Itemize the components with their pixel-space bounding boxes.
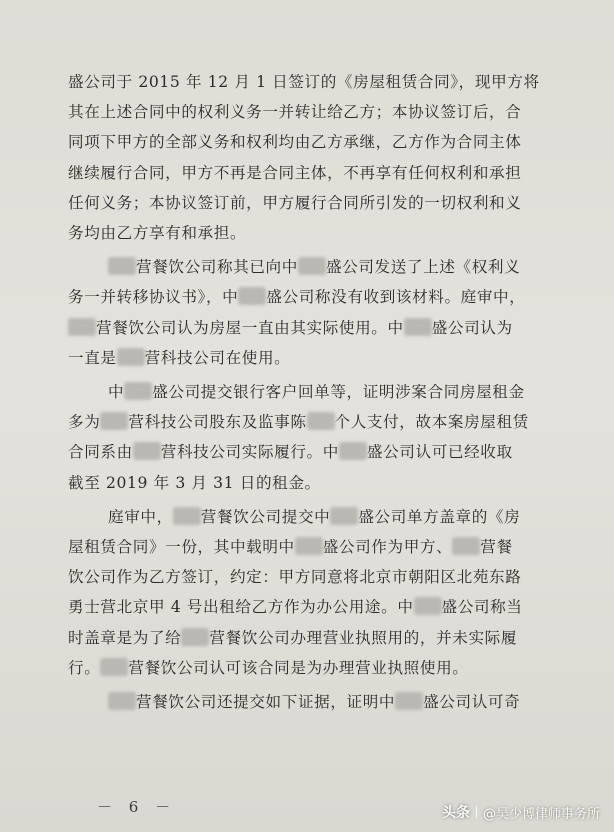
text-line	[68, 313, 588, 343]
text-segment: 营餐饮公司还提交如下证据，证明中	[136, 693, 396, 712]
redaction-mark	[133, 442, 161, 460]
text-segment: 盛公司发送了上述《权利义	[325, 258, 521, 277]
text-segment: 营餐饮公司提交中	[200, 507, 331, 526]
text-segment: 截至 2019 年 3 月 31 日的租金。	[68, 473, 321, 492]
text-line	[68, 218, 588, 248]
redaction-mark	[330, 507, 358, 525]
redaction-mark	[68, 318, 96, 336]
text-line	[68, 188, 588, 218]
text-line	[68, 343, 588, 373]
text-segment: 营科技公司实际履行。中	[160, 443, 339, 462]
text-segment: 多为	[68, 413, 101, 432]
paragraph	[68, 377, 588, 498]
text-segment: 行。	[68, 658, 101, 677]
redaction-mark	[108, 692, 136, 710]
text-segment: 继续履行合同，甲方不再是合同主体，不再享有任何权利和承担	[68, 163, 522, 182]
text-segment: 务均由乙方享有和承担。	[68, 224, 247, 243]
watermark-divider	[476, 806, 477, 818]
text-line	[68, 158, 588, 188]
redaction-mark	[339, 442, 367, 460]
text-segment: 盛公司认为	[431, 318, 513, 337]
text-line	[68, 562, 588, 592]
text-segment: 其在上述合同中的权利义务一并转让给乙方；本协议签订后，合	[68, 103, 522, 122]
redaction-mark	[295, 537, 323, 555]
document-body	[68, 67, 588, 721]
redaction-mark	[181, 628, 209, 646]
text-segment: 营餐饮公司认可该合同是为办理营业执照使用。	[128, 658, 469, 677]
text-line	[68, 97, 588, 127]
redaction-mark	[298, 257, 326, 275]
text-segment: 任何义务；本协议签订前，甲方履行合同所引发的一切权利和义	[68, 193, 522, 212]
text-segment: 中	[108, 383, 125, 402]
text-line	[68, 532, 588, 562]
paragraph	[68, 252, 588, 373]
redaction-mark	[100, 658, 128, 676]
redaction-mark	[395, 692, 423, 710]
text-segment: 合同系由	[68, 443, 133, 462]
watermark-brand: 头条	[441, 805, 470, 821]
text-segment: 盛公司称没有收到该材料。庭审中，	[266, 288, 526, 307]
text-line	[68, 67, 588, 97]
text-line	[68, 687, 588, 717]
text-segment: 盛公司认可已经收取	[366, 443, 513, 462]
text-line	[68, 377, 588, 407]
text-segment: 营餐饮公司认为房屋一直由其实际使用。中	[96, 318, 404, 337]
text-segment: 务一并转移协议书》，中	[68, 288, 239, 307]
text-segment: 营科技公司在使用。	[144, 348, 291, 367]
text-segment: 盛公司于 2015 年 12 月 1 日签订的《房屋租赁合同》，现甲方将	[68, 73, 540, 91]
text-segment: 屋租赁合同》一份，其中载明中	[68, 538, 295, 557]
paragraph	[68, 502, 588, 683]
text-line	[68, 407, 588, 437]
paragraph	[68, 687, 588, 717]
redaction-mark	[173, 507, 201, 525]
text-line	[68, 437, 588, 467]
text-segment: 盛公司作为甲方、	[322, 538, 453, 557]
paragraph	[68, 67, 588, 248]
text-segment: 同项下甲方的全部义务和权利均由乙方承继，乙方作为合同主体	[68, 133, 522, 152]
text-segment: 个人支付，故本案房屋租赁	[334, 413, 529, 432]
redaction-mark	[238, 287, 266, 305]
page-number: － 6 －	[97, 798, 177, 816]
text-line	[68, 653, 588, 683]
redaction-mark	[124, 382, 152, 400]
text-segment: 一直是	[68, 348, 117, 367]
text-segment: 营科技公司股东及监事陈	[128, 413, 307, 432]
text-segment: 庭审中，	[108, 507, 173, 526]
text-line	[68, 282, 588, 312]
watermark	[442, 802, 600, 822]
text-segment: 盛公司认可奇	[423, 693, 521, 712]
text-line	[68, 623, 588, 653]
text-line	[68, 127, 588, 157]
redaction-mark	[452, 537, 480, 555]
text-line	[68, 468, 588, 498]
text-segment: 时盖章是为了给	[68, 628, 182, 647]
redaction-mark	[307, 412, 335, 430]
redaction-mark	[100, 412, 128, 430]
text-line	[68, 252, 588, 282]
redaction-mark	[414, 597, 442, 615]
text-segment: 营餐饮公司称其已向中	[136, 258, 298, 277]
text-segment: 盛公司单方盖章的《房	[358, 507, 521, 526]
redaction-mark	[404, 318, 432, 336]
text-segment: 饮公司作为乙方签订，约定：甲方同意将北京市朝阳区北苑东路	[68, 568, 522, 587]
text-segment: 盛公司提交银行客户回单等，证明涉案合同房屋租金	[152, 383, 525, 402]
watermark-handle: @吴少博律师事务所	[482, 806, 600, 822]
text-line	[68, 502, 588, 532]
text-segment: 营餐饮公司办理营业执照用的，并未实际履	[209, 628, 518, 647]
text-segment: 盛公司称当	[441, 598, 523, 617]
text-segment: 营餐	[480, 538, 513, 557]
redaction-mark	[117, 348, 145, 366]
text-segment: 勇士营北京甲 4 号出租给乙方作为办公用途。中	[68, 598, 414, 617]
text-line	[68, 592, 588, 622]
redaction-mark	[108, 257, 136, 275]
